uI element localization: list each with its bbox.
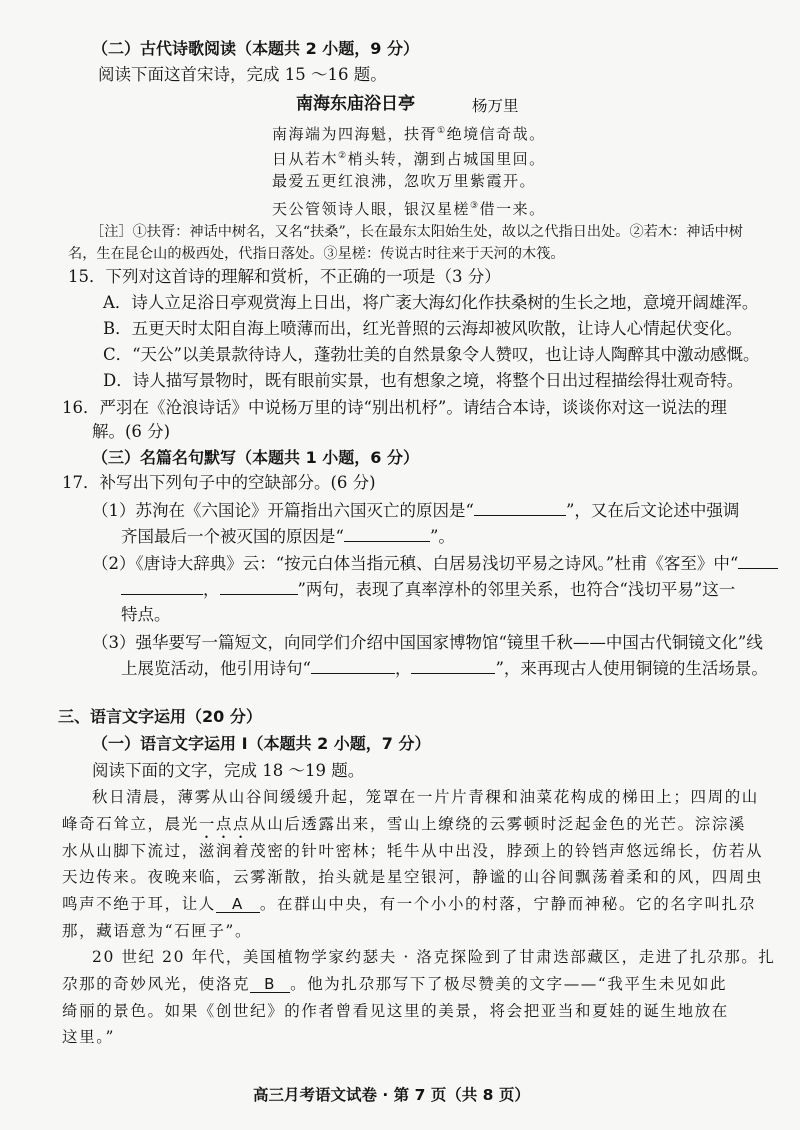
question-15-stem: 15．下列对这首诗的理解和赏析，不正确的一项是（3 分） xyxy=(68,267,501,286)
passage-paragraph-1-line-2: 峰奇石耸立，晨光一点点从山后透露出来，雪山上缭绕的云雾顿时泛起金色的光芒。淙淙溪 xyxy=(62,815,747,833)
passage-paragraph-1-line-1: 秋日清晨，薄雾从山谷间缓缓升起，笼罩在一片片青稞和油菜花构成的梯田上；四周的山 xyxy=(92,788,759,806)
section-heading-poetry: （二）古代诗歌阅读（本题共 2 小题，9 分） xyxy=(92,39,419,58)
question-17-stem: 17．补写出下列句子中的空缺部分。(6 分) xyxy=(62,473,376,492)
question-15-option-d: D．诗人描写景物时，既有眼前实景，也有想象之境，将整个日出过程描绘得壮观奇特。 xyxy=(103,371,744,390)
poem-author: 杨万里 xyxy=(472,97,519,115)
passage-paragraph-1-line-6: 那，藏语意为“石匣子”。 xyxy=(62,922,253,940)
answer-blank[interactable] xyxy=(474,500,566,516)
poem-title: 南海东庙浴日亭 xyxy=(296,94,415,114)
section-heading-recitation: （三）名篇名句默写（本题共 1 小题，6 分） xyxy=(92,448,419,467)
question-17-part-1-line-1: （1）苏洵在《六国论》开篇指出六国灭亡的原因是“ ”，又在后文论述中强调 xyxy=(92,501,740,520)
poem-line-1: 南海端为四海魁，扶胥①绝境信奇哉。 xyxy=(272,125,546,143)
blank-a[interactable]: A xyxy=(216,897,260,913)
poetry-instruction: 阅读下面这首宋诗，完成 15 ～16 题。 xyxy=(98,65,387,84)
question-17-part-3-line-2: 上展览活动，他引用诗句“ ， ”，来再现古人使用铜镜的生活场景。 xyxy=(121,659,768,678)
passage-paragraph-2-line-4: 这里。” xyxy=(62,1028,116,1046)
poem-line-3: 最爱五更红浪沸，忽吹万里紫霞开。 xyxy=(272,172,537,190)
answer-blank[interactable] xyxy=(121,579,203,595)
passage-paragraph-2-line-2: 尕那的奇妙风光，使洛克 B 。他为扎尕那写下了极尽赞美的文字——“我平生未见如此 xyxy=(62,975,728,993)
question-17-part-3-line-1: （3）强华要写一篇短文，向同学们介绍中国国家博物馆“镜里千秋——中国古代铜镜文化”线 xyxy=(92,633,763,652)
answer-blank[interactable] xyxy=(411,658,495,674)
part-3-heading: 三、语言文字运用（20 分） xyxy=(58,707,262,726)
language-instruction: 阅读下面的文字，完成 18 ～19 题。 xyxy=(92,761,365,780)
passage-paragraph-1-line-3: 水从山脚下流过，滋润着茂密的针叶密林；牦牛从中出没，脖颈上的铃铛声悠远绵长，仿若从 xyxy=(62,842,764,860)
question-17-part-2-line-2: ， ”两句，表现了真率淳朴的邻里关系，也符合“浅切平易”这一 xyxy=(121,579,735,601)
page-footer: 高三月考语文试卷 · 第 7 页（共 8 页） xyxy=(253,1086,530,1104)
blank-b[interactable]: B xyxy=(250,977,290,993)
question-16-line-2: 解。(6 分) xyxy=(92,422,171,441)
poem-line-2: 日从若木②梢头转，潮到占城国里回。 xyxy=(272,150,546,168)
passage-paragraph-1-line-4: 天边传来。夜晚来临，云雾渐散，抬头就是星空银河，静谧的山谷间飘荡着柔和的风，四周虫 xyxy=(62,868,764,886)
answer-blank[interactable] xyxy=(220,579,298,595)
answer-blank[interactable] xyxy=(344,526,430,542)
poem-note-line-1: ［注］①扶胥：神话中树名，又名“扶桑”，长在最东太阳始生处，故以之代指日出处。②若木：神话中树 xyxy=(90,224,743,240)
question-15-option-b: B．五更天时太阳自海上喷薄而出，红光普照的云海却被风吹散，让诗人心情起伏变化。 xyxy=(103,319,743,338)
question-17-part-2-line-3: 特点。 xyxy=(121,605,171,624)
question-15-option-a: A．诗人立足浴日亭观赏海上日出，将广袤大海幻化作扶桑树的生长之地，意境开阔雄浑。 xyxy=(103,293,759,312)
passage-paragraph-2-line-1: 20 世纪 20 年代，美国植物学家约瑟夫 · 洛克探险到了甘肃迭部藏区，走进了扎尕那。扎 xyxy=(92,948,776,966)
question-16-line-1: 16．严羽在《沧浪诗话》中说杨万里的诗“别出机杼”。请结合本诗，谈谈你对这一说法的理 xyxy=(62,398,727,417)
poem-line-4: 天公管领诗人眼，银汉星槎③借一来。 xyxy=(272,200,546,218)
answer-blank[interactable] xyxy=(738,553,778,569)
question-15-option-c: C．“天公”以美景款待诗人，蓬勃壮美的自然景象令人赞叹，也让诗人陶醉其中激动感慨。 xyxy=(103,345,760,364)
poem-note-line-2: 名，生在昆仑山的极西处，代指日落处。③星槎：传说古时往来于天河的木筏。 xyxy=(68,246,565,262)
passage-paragraph-1-line-5: 鸣声不绝于耳，让人 A 。在群山中央，有一个小小的村落，宁静而神秘。它的名字叫扎尕 xyxy=(62,895,756,913)
question-17-part-1-line-2: 齐国最后一个被灭国的原因是“ ”。 xyxy=(121,527,455,546)
question-17-part-2-line-1: （2）《唐诗大辞典》云：“按元白体当指元稹、白居易浅切平易之诗风。”杜甫《客至》中“ xyxy=(92,553,778,575)
section-heading-language-use: （一）语言文字运用 Ⅰ（本题共 2 小题，7 分） xyxy=(92,734,431,753)
passage-paragraph-2-line-3: 绮丽的景色。如果《创世纪》的作者曾看见这里的美景，将会把亚当和夏娃的诞生地放在 xyxy=(62,1002,729,1020)
answer-blank[interactable] xyxy=(311,658,395,674)
